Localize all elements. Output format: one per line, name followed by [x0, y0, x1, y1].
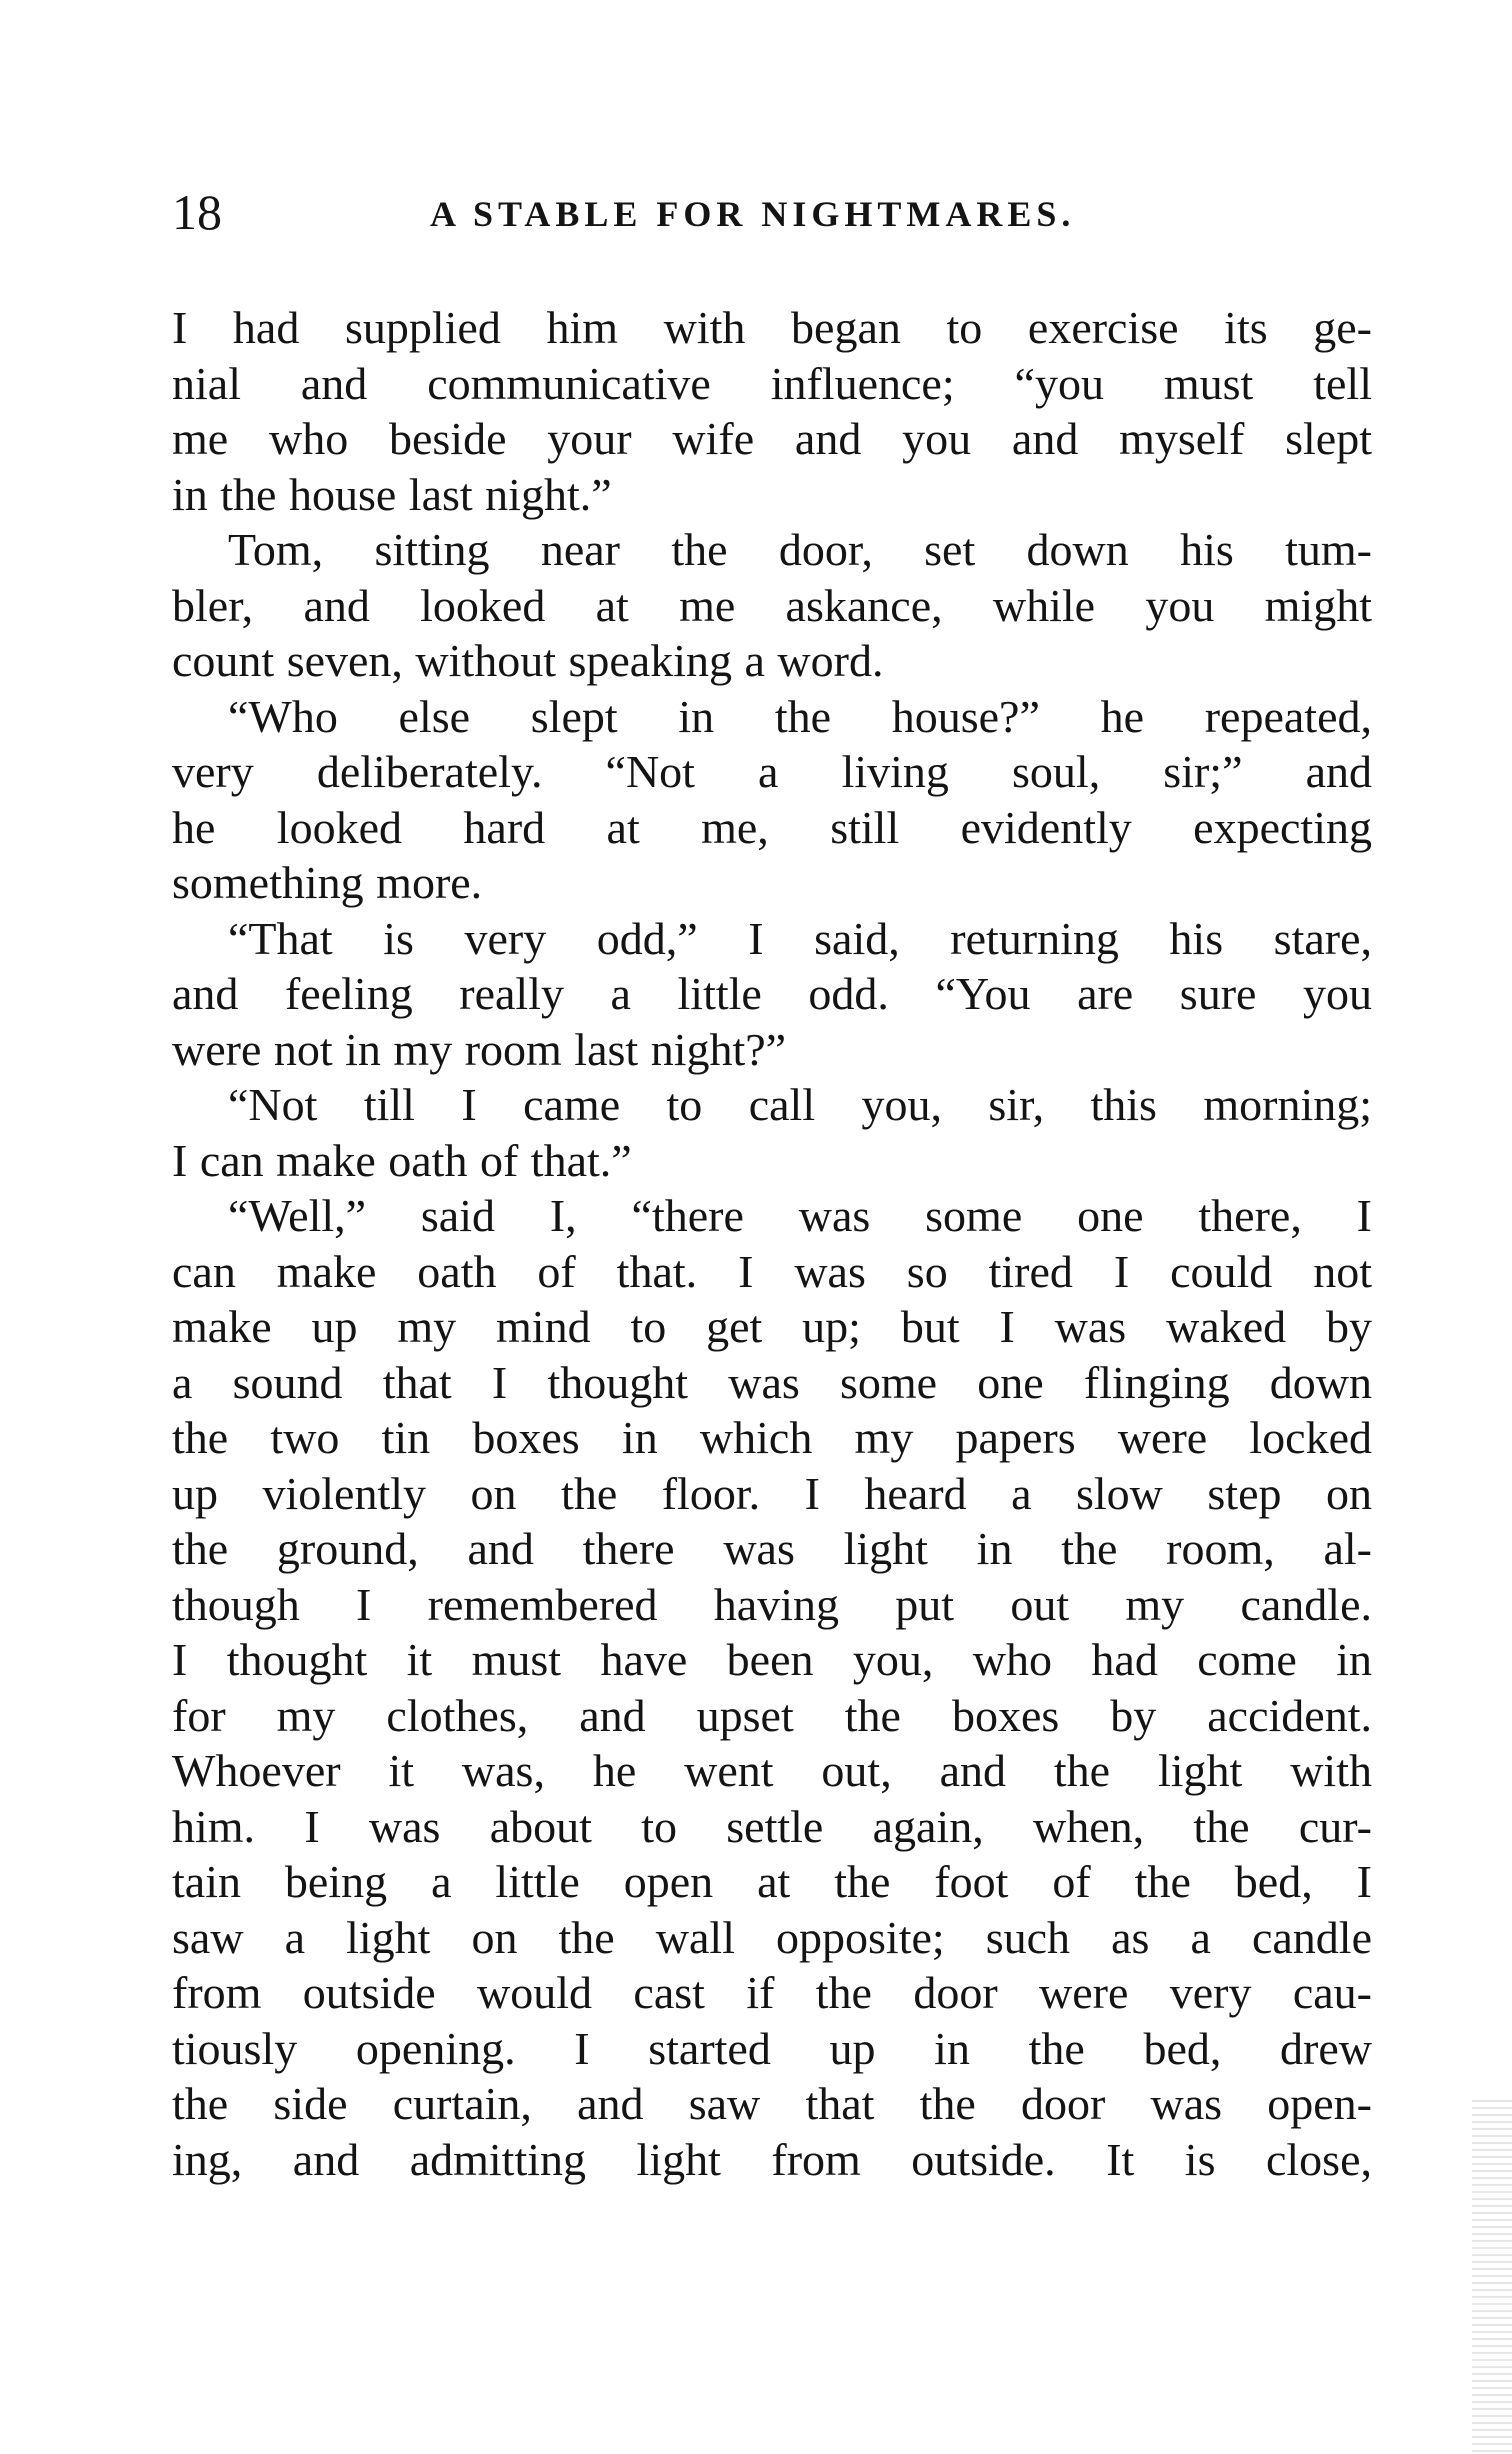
text-line: “That is very odd,” I said, returning his stare,	[228, 912, 1372, 964]
text-line: bler, and looked at me askance, while you might	[172, 579, 1372, 631]
text-line: make up my mind to get up; but I was waked by	[172, 1301, 1372, 1352]
text-line: “Not till I came to call you, sir, this morning;	[228, 1079, 1372, 1130]
text-line: ing, and admitting light from outside. It is close,	[172, 2133, 1372, 2185]
text-line: the two tin boxes in which my papers were locked	[172, 1412, 1372, 1463]
running-title: A STABLE FOR NIGHTMARES.	[430, 194, 1076, 234]
text-line: him. I was about to settle again, when, the cur-	[172, 1800, 1372, 1852]
page-number: 18	[172, 184, 222, 240]
text-line: Whoever it was, he went out, and the light with	[172, 1745, 1372, 1796]
text-line: can make oath of that. I was so tired I could not	[172, 1245, 1372, 1297]
text-line: he looked hard at me, still evidently expecting	[172, 801, 1372, 853]
text-line: from outside would cast if the door were very cau-	[172, 1967, 1372, 2018]
page-edge-texture	[1472, 2100, 1512, 2454]
text-line: “Who else slept in the house?” he repeated,	[228, 690, 1372, 742]
text-line: the side curtain, and saw that the door was open-	[172, 2078, 1372, 2129]
text-line: in the house last night.”	[172, 468, 612, 520]
text-line: though I remembered having put out my candle.	[172, 1578, 1372, 1630]
text-line: a sound that I thought was some one flinging down	[172, 1356, 1372, 1408]
text-line: were not in my room last night?”	[172, 1023, 787, 1075]
text-line: and feeling really a little odd. “You are sure you	[172, 968, 1372, 1019]
text-line: nial and communicative influence; “you must tell	[172, 357, 1372, 409]
text-line: very deliberately. “Not a living soul, sir;” and	[172, 746, 1372, 797]
text-line: up violently on the floor. I heard a slow step on	[172, 1467, 1372, 1519]
text-line: I can make oath of that.”	[172, 1134, 632, 1186]
text-line: I thought it must have been you, who had come in	[172, 1634, 1372, 1685]
text-line: for my clothes, and upset the boxes by accident.	[172, 1689, 1372, 1741]
text-line: count seven, without speaking a word.	[172, 635, 884, 686]
text-line: something more.	[172, 857, 483, 908]
text-line: I had supplied him with began to exercise its ge-	[172, 302, 1372, 353]
text-line: tain being a little open at the foot of the bed, I	[172, 1856, 1372, 1907]
text-line: saw a light on the wall opposite; such as a candle	[172, 1911, 1372, 1963]
text-line: the ground, and there was light in the room, al-	[172, 1523, 1372, 1574]
text-line: me who beside your wife and you and myself slept	[172, 413, 1372, 464]
text-line: tiously opening. I started up in the bed, drew	[172, 2022, 1372, 2074]
text-line: Tom, sitting near the door, set down his tum-	[228, 524, 1372, 575]
body-text	[172, 300, 1372, 2187]
running-head	[172, 182, 1372, 242]
text-line: “Well,” said I, “there was some one there, I	[228, 1190, 1372, 1241]
